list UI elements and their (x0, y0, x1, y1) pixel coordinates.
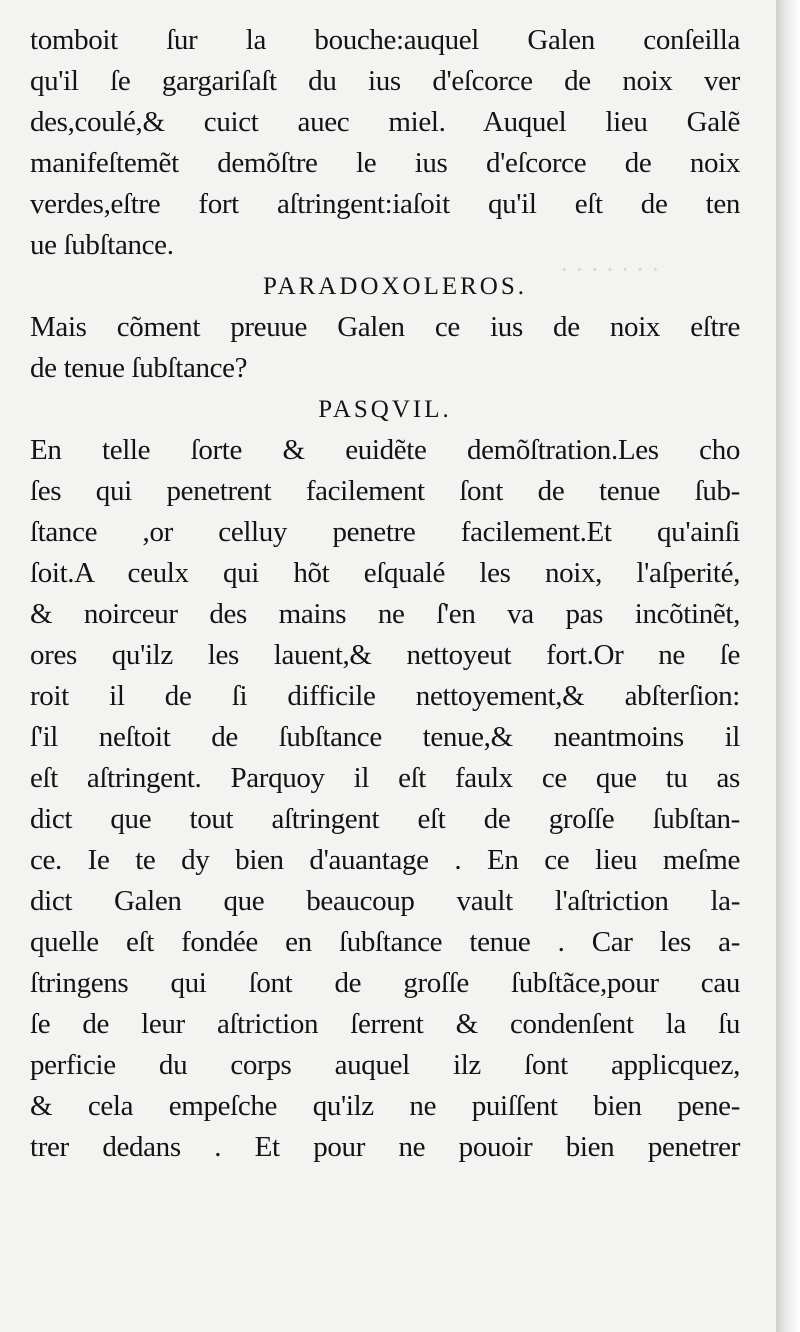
speaker-heading-paradoxoleros: PARADOXOLEROS. (262, 273, 528, 300)
text-line-4: manifeſtemẽt demõſtre le ius d'eſcorce de noix (30, 147, 740, 179)
text-line-26: perficie du corps auquel ilz ſont applicquez, (30, 1049, 740, 1081)
text-line-19: eſt aſtringent. Parquoy il eſt faulx ce que tu as (30, 762, 740, 794)
page-edge-shadow (776, 0, 800, 1332)
text-line-27: & cela empeſche qu'ilz ne puiſſent bien pene- (30, 1090, 740, 1122)
text-line-3: des,coulé,& cuict auec miel. Auquel lieu Galẽ (30, 106, 740, 138)
text-line-15: & noirceur des mains ne ſ'en va pas incõtinẽt, (30, 598, 740, 630)
text-line-8: Mais cõment preuue Galen ce ius de noix eſtre (30, 311, 740, 343)
text-line-16: ores qu'ilz les lauent,& nettoyeut fort.Or ne ſe (30, 639, 740, 671)
text-line-25: ſe de leur aſtriction ſerrent & condenſent la ſu (30, 1008, 740, 1040)
text-line-12: ſes qui penetrent facilement ſont de tenue ſub- (30, 475, 740, 507)
text-line-6: ue ſubſtance. (30, 229, 174, 261)
page-text-block (30, 20, 740, 1168)
text-line-23: quelle eſt fondée en ſubſtance tenue . Car les a- (30, 926, 740, 958)
text-line-28: trer dedans . Et pour ne pouoir bien penetrer (30, 1131, 740, 1163)
text-line-2: qu'il ſe gargariſaſt du ius d'eſcorce de noix ver (30, 65, 740, 97)
text-line-9: de tenue ſubſtance? (30, 352, 248, 384)
text-line-13: ſtance ,or celluy penetre facilement.Et qu'ainſi (30, 516, 740, 548)
text-line-17: roit il de ſi difficile nettoyement,& abſterſion: (30, 680, 740, 712)
text-line-1: tomboit ſur la bouche:auquel Galen conſeilla (30, 24, 740, 56)
text-line-18: ſ'il neſtoit de ſubſtance tenue,& neantmoins il (30, 721, 740, 753)
text-line-20: dict que tout aſtringent eſt de groſſe ſubſtan- (30, 803, 740, 835)
text-line-22: dict Galen que beaucoup vault l'aſtriction la- (30, 885, 740, 917)
text-line-11: En telle ſorte & euidẽte demõſtration.Les cho (30, 434, 740, 466)
text-line-14: ſoit.A ceulx qui hõt eſqualé les noix, l'aſperité, (30, 557, 740, 589)
text-line-5: verdes,eſtre fort aſtringent:iaſoit qu'il eſt de ten (30, 188, 740, 220)
show-through-text: · · · · · · · (560, 255, 660, 284)
speaker-heading-pasquil: PASQVIL. (318, 396, 452, 423)
text-line-24: ſtringens qui ſont de groſſe ſubſtãce,pour cau (30, 967, 740, 999)
text-line-21: ce. Ie te dy bien d'auantage . En ce lieu meſme (30, 844, 740, 876)
